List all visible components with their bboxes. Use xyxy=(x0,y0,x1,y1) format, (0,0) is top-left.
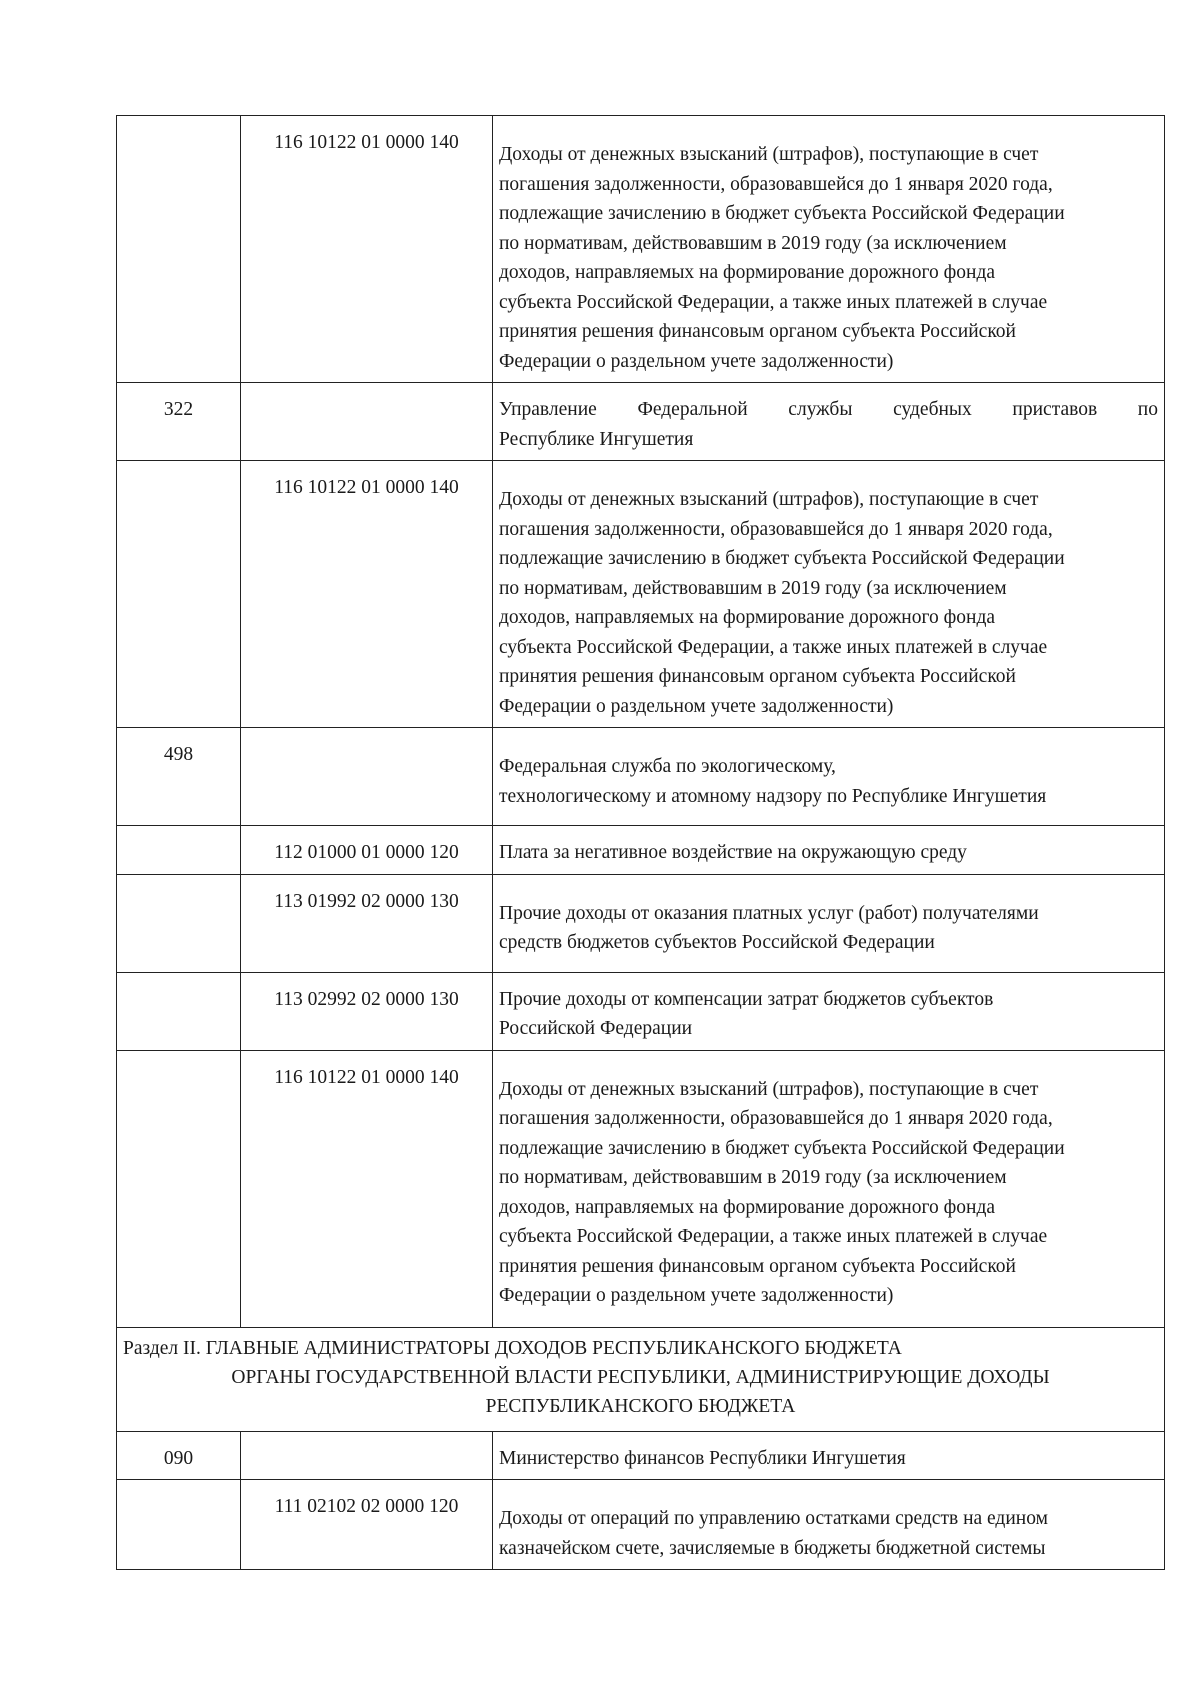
table-row xyxy=(117,1480,1165,1570)
name-line: Министерство финансов Республики Ингушетия xyxy=(499,1447,906,1469)
name-line: по нормативам, действовавшим в 2019 году (за исключением xyxy=(499,577,1007,599)
name-line: Федерации о раздельном учете задолженности) xyxy=(499,350,894,372)
name-line: технологическому и атомному надзору по Республике Ингушетия xyxy=(499,785,1047,807)
name-line: средств бюджетов субъектов Российской Федерации xyxy=(499,932,935,953)
name-line: подлежащие зачислению в бюджет субъекта Российской Федерации xyxy=(499,203,1065,224)
name-line: Прочие доходы от компенсации затрат бюджетов субъектов xyxy=(499,988,994,1010)
revenue-name-cell xyxy=(493,1431,1165,1480)
document-page xyxy=(116,115,1164,1570)
revenue-name-cell xyxy=(493,728,1165,826)
table-row xyxy=(117,461,1165,728)
name-line: Прочие доходы от оказания платных услуг (работ) получателями xyxy=(499,902,1039,924)
name-line: погашения задолженности, образовавшейся до 1 января 2020 года, xyxy=(499,518,1053,540)
revenue-code-cell: 112 01000 01 0000 120 xyxy=(241,826,493,875)
name-line: погашения задолженности, образовавшейся до 1 января 2020 года, xyxy=(499,173,1053,195)
name-line: субъекта Российской Федерации, а также иных платежей в случае xyxy=(499,1226,1048,1247)
revenue-code-cell: 113 01992 02 0000 130 xyxy=(241,874,493,972)
name-line: принятия решения финансовым органом субъекта Российской xyxy=(499,321,1016,342)
revenue-code-cell: 111 02102 02 0000 120 xyxy=(241,1480,493,1570)
name-line: Доходы от денежных взысканий (штрафов), поступающие в счет xyxy=(499,144,1039,165)
name-line: Управление Федеральной службы судебных приставов по xyxy=(499,399,1158,420)
admin-code-cell xyxy=(117,461,241,728)
revenue-code-cell: 116 10122 01 0000 140 xyxy=(241,1050,493,1327)
section-subtitle-line: РЕСПУБЛИКАНСКОГО БЮДЖЕТА xyxy=(485,1395,796,1417)
section-title-line: Раздел II. ГЛАВНЫЕ АДМИНИСТРАТОРЫ ДОХОДОВ РЕСПУБЛИКАНСКОГО БЮДЖЕТА xyxy=(123,1337,902,1359)
name-line: подлежащие зачислению в бюджет субъекта Российской Федерации xyxy=(499,1137,1065,1159)
revenue-name-cell xyxy=(493,874,1165,972)
revenue-code-cell: 116 10122 01 0000 140 xyxy=(241,461,493,728)
admin-code-cell xyxy=(117,826,241,875)
admin-code-cell: 090 xyxy=(117,1431,241,1480)
revenue-code-cell: 116 10122 01 0000 140 xyxy=(241,116,493,383)
section-heading-row xyxy=(117,1327,1165,1431)
name-line: по нормативам, действовавшим в 2019 году (за исключением xyxy=(499,1167,1007,1188)
revenue-name-cell xyxy=(493,1050,1165,1327)
table-row xyxy=(117,874,1165,972)
name-line: Доходы от денежных взысканий (штрафов), поступающие в счет xyxy=(499,489,1039,510)
table-row xyxy=(117,116,1165,383)
admin-code-cell: 322 xyxy=(117,383,241,461)
name-line: принятия решения финансовым органом субъекта Российской xyxy=(499,1255,1016,1277)
revenue-name-cell xyxy=(493,116,1165,383)
name-line: Федерации о раздельном учете задолженности) xyxy=(499,695,894,717)
admin-code-cell xyxy=(117,1050,241,1327)
name-line: Доходы от денежных взысканий (штрафов), поступающие в счет xyxy=(499,1078,1039,1100)
admin-code-cell xyxy=(117,874,241,972)
section-subtitle-line: ОРГАНЫ ГОСУДАРСТВЕННОЙ ВЛАСТИ РЕСПУБЛИКИ, АДМИНИСТРИРУЮЩИЕ ДОХОДЫ xyxy=(231,1366,1050,1388)
revenue-name-cell xyxy=(493,826,1165,875)
name-line: доходов, направляемых на формирование дорожного фонда xyxy=(499,607,996,628)
revenue-code-cell xyxy=(241,1431,493,1480)
table-row xyxy=(117,972,1165,1050)
table-row xyxy=(117,728,1165,826)
admin-code-cell xyxy=(117,116,241,383)
revenue-code-cell: 113 02992 02 0000 130 xyxy=(241,972,493,1050)
name-line: подлежащие зачислению в бюджет субъекта Российской Федерации xyxy=(499,548,1065,569)
admin-code-cell: 498 xyxy=(117,728,241,826)
name-line: Федеральная служба по экологическому, xyxy=(499,756,836,777)
name-line: доходов, направляемых на формирование дорожного фонда xyxy=(499,262,996,283)
name-line: Плата за негативное воздействие на окружающую среду xyxy=(499,842,967,863)
name-line: субъекта Российской Федерации, а также иных платежей в случае xyxy=(499,636,1048,658)
revenue-code-cell xyxy=(241,383,493,461)
table-row xyxy=(117,383,1165,461)
section-heading xyxy=(117,1327,1165,1431)
revenue-name-cell xyxy=(493,972,1165,1050)
name-line: принятия решения финансовым органом субъекта Российской xyxy=(499,666,1016,687)
name-line: по нормативам, действовавшим в 2019 году (за исключением xyxy=(499,232,1007,254)
revenue-administrators-table xyxy=(116,115,1165,1570)
admin-code-cell xyxy=(117,1480,241,1570)
admin-code-cell xyxy=(117,972,241,1050)
name-line: субъекта Российской Федерации, а также иных платежей в случае xyxy=(499,291,1048,313)
revenue-name-cell xyxy=(493,1480,1165,1570)
revenue-name-cell xyxy=(493,383,1165,461)
revenue-code-cell xyxy=(241,728,493,826)
table-row xyxy=(117,1431,1165,1480)
name-line: погашения задолженности, образовавшейся до 1 января 2020 года, xyxy=(499,1108,1053,1129)
name-line: доходов, направляемых на формирование дорожного фонда xyxy=(499,1196,996,1218)
table-row xyxy=(117,1050,1165,1327)
table-row xyxy=(117,826,1165,875)
name-line: казначейском счете, зачисляемые в бюджеты бюджетной системы xyxy=(499,1537,1046,1559)
name-line: Республике Ингушетия xyxy=(499,428,694,450)
name-line: Доходы от операций по управлению остатками средств на едином xyxy=(499,1508,1048,1529)
name-line: Российской Федерации xyxy=(499,1018,693,1039)
revenue-name-cell xyxy=(493,461,1165,728)
name-line: Федерации о раздельном учете задолженности) xyxy=(499,1285,894,1306)
